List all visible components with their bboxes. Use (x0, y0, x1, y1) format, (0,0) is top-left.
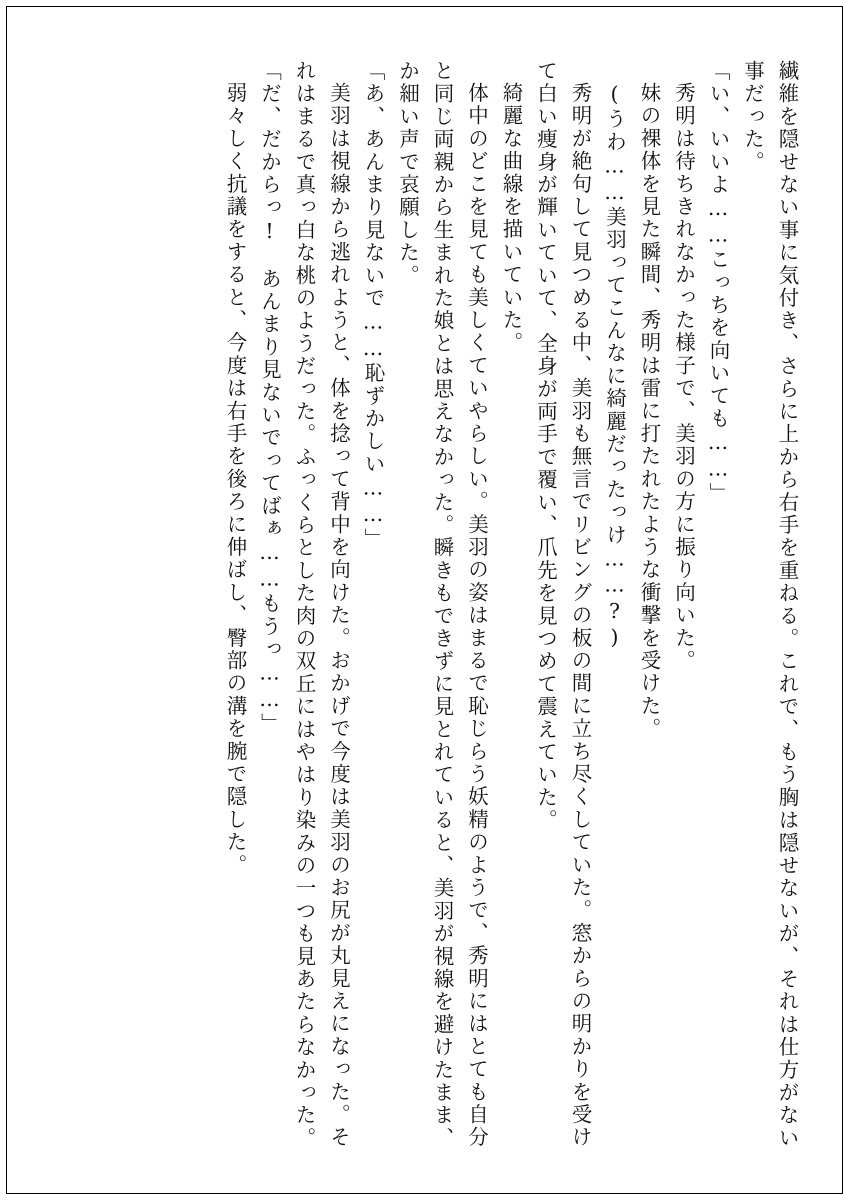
paragraph: 秀明が絶句して見つめる中、美羽も無言でリビングの板の間に立ち尽くしていた。窓からの明かりを受けて白い痩身が輝いていて、全身が両手で覆い、爪先を見つめて震えていた。 (533, 60, 592, 1149)
paragraph: 妹の裸体を見た瞬間、秀明は雷に打たれたような衝撃を受けた。 (637, 82, 661, 741)
paragraph: 「だ、だからっ! あんまり見ないでってばぁ……もうっ……」 (257, 60, 282, 736)
paragraph: (うわ……美羽ってこんなに綺麗だったっけ……?) (602, 82, 627, 652)
page-text-body (44, 60, 804, 1150)
paragraph: 弱々しく抗議をすると、今度は右手を後ろに伸ばし、臀部の溝を腕で隠した。 (223, 82, 247, 877)
paragraph: 「あ、あんまり見ないで……恥ずかしい……」 (361, 60, 385, 551)
paragraph: 「い、いいよ……こっちを向いても……」 (706, 60, 730, 506)
paragraph: 綺麗な曲線を描いていた。 (499, 82, 523, 355)
paragraph: 体中のどこを見ても美しくていやらしい。美羽の姿はまるで恥じらう妖精のようで、秀明にはとても自分と同じ両親から生まれた娘とは思えなかった。瞬きもできずに見とれていると、美羽が視線を避けたまま、か細い声で哀願した。 (395, 60, 489, 1150)
paragraph: 秀明は待ちきれなかった様子で、美羽の方に振り向いた。 (671, 82, 696, 673)
paragraph: 美羽は視線から逃れようと、体を捻って背中を向けた。おかげで今度は美羽のお尻が丸見えになった。それはまるで真っ白な桃のようだった。ふっくらとした肉の双丘にはやはり染みの一つも見あたらなかった。 (292, 60, 351, 1150)
paragraph: 繊維を隠せない事に気付き、さらに上から右手を重ねる。これで、もう胸は隠せないが、それは仕方がない事だった。 (740, 60, 799, 1150)
